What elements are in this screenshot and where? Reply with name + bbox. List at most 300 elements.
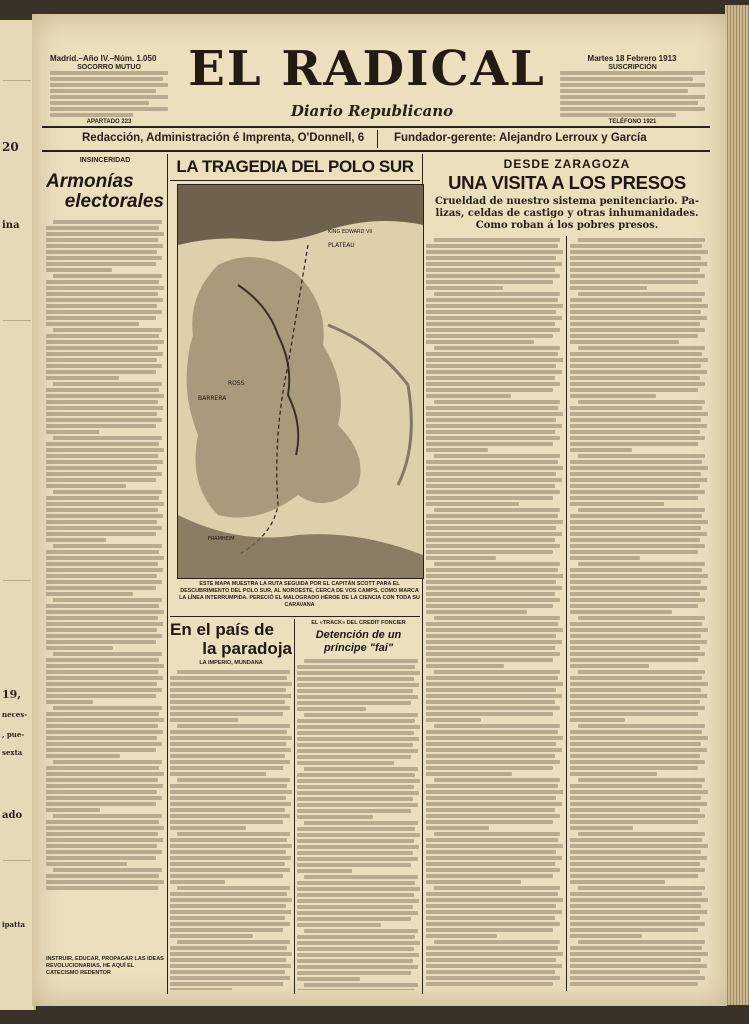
text-line	[570, 856, 707, 860]
paradoja-byline: LA IMPERIO, MUNDANA	[199, 660, 263, 666]
text-line	[46, 778, 158, 782]
text-line	[426, 250, 563, 254]
text-line	[570, 526, 701, 530]
text-line	[570, 358, 708, 362]
text-line	[53, 382, 162, 386]
text-line	[46, 766, 159, 770]
text-line	[46, 628, 157, 632]
text-line	[46, 742, 162, 746]
text-line	[170, 706, 290, 710]
text-line	[570, 430, 700, 434]
paradoja-headline: En el país de	[170, 620, 274, 639]
text-line	[297, 749, 418, 753]
text-line	[46, 304, 157, 308]
text-line	[570, 844, 708, 848]
text-line	[53, 868, 162, 872]
text-line	[426, 976, 560, 980]
text-line	[170, 772, 266, 776]
text-line	[570, 868, 705, 872]
text-line	[53, 544, 162, 548]
text-line	[170, 742, 286, 746]
paradoja-body	[170, 670, 292, 990]
text-line	[426, 358, 563, 362]
text-line	[434, 670, 560, 674]
newspaper-page	[32, 14, 727, 1006]
text-line	[170, 688, 286, 692]
text-line	[570, 586, 707, 590]
text-line	[46, 232, 164, 236]
text-line	[570, 634, 701, 638]
armonias-headline-2: electorales	[64, 191, 164, 212]
text-line	[46, 340, 164, 344]
text-line	[297, 899, 419, 903]
text-line	[46, 694, 156, 698]
text-line	[46, 838, 163, 842]
text-line	[578, 616, 705, 620]
text-line	[170, 814, 290, 818]
margin-rule	[3, 80, 31, 81]
text-line	[426, 598, 560, 602]
text-line	[578, 562, 705, 566]
text-line	[297, 971, 411, 975]
text-line	[46, 856, 156, 860]
text-line	[46, 730, 163, 734]
text-line	[170, 982, 283, 986]
presos-column-right	[570, 238, 708, 990]
text-line	[297, 893, 414, 897]
armonias-headline: Armonías	[46, 171, 134, 192]
text-line	[297, 689, 413, 693]
text-line	[170, 904, 286, 908]
text-line	[297, 977, 360, 981]
text-line	[570, 472, 701, 476]
text-line	[170, 988, 232, 990]
text-line	[570, 604, 698, 608]
text-line	[426, 568, 558, 572]
text-line	[578, 940, 705, 944]
text-line	[170, 910, 291, 914]
text-line	[426, 952, 563, 956]
text-line	[46, 424, 156, 428]
text-line	[297, 863, 411, 867]
text-line	[170, 682, 292, 686]
text-line	[570, 352, 702, 356]
text-line	[570, 262, 707, 266]
text-line	[570, 916, 700, 920]
text-line	[297, 671, 420, 675]
text-line	[570, 784, 702, 788]
text-line	[426, 274, 560, 278]
text-line	[426, 460, 558, 464]
text-line	[46, 676, 163, 680]
masthead: EL RADICAL	[188, 41, 546, 97]
column-paradoja	[170, 620, 292, 990]
text-line	[46, 358, 157, 362]
text-line	[297, 989, 415, 990]
text-line	[434, 508, 560, 512]
text-line	[297, 833, 420, 837]
text-line	[46, 886, 158, 890]
text-line	[170, 736, 292, 740]
text-line	[570, 964, 707, 968]
text-line	[426, 850, 556, 854]
text-line	[46, 682, 157, 686]
text-line	[46, 658, 159, 662]
text-line	[426, 574, 563, 578]
header-rule	[42, 150, 710, 152]
text-line	[170, 760, 290, 764]
text-line	[297, 917, 411, 921]
text-line	[46, 724, 158, 728]
text-line	[46, 496, 159, 500]
armonias-footer-motto: INSTRUIR, EDUCAR, PROPAGAR LAS IDEAS REVOLUCIONARIAS, HE AQUÍ EL CATECISMO REDENTOR	[46, 956, 164, 976]
text-line	[46, 622, 163, 626]
text-line	[426, 760, 560, 764]
text-line	[170, 880, 225, 884]
text-line	[46, 592, 133, 596]
map-drawing	[178, 185, 423, 578]
text-line	[570, 796, 701, 800]
text-line	[46, 292, 158, 296]
text-line	[46, 664, 164, 668]
presos-subhead-line: Crueldad de nuestro sistema penitenciario. Pa-	[434, 196, 700, 207]
text-line	[570, 502, 664, 506]
text-line	[426, 814, 560, 818]
text-line	[570, 802, 707, 806]
text-line	[46, 238, 158, 242]
text-line	[170, 808, 285, 812]
text-line	[304, 875, 417, 879]
text-line	[570, 598, 705, 602]
text-line	[53, 328, 162, 332]
armonias-kicker: INSINCERIDAD	[79, 157, 131, 164]
text-line	[570, 814, 705, 818]
text-line	[46, 802, 156, 806]
text-line	[426, 418, 556, 422]
text-line	[570, 580, 701, 584]
text-line	[177, 940, 289, 944]
text-line	[46, 688, 162, 692]
text-line	[46, 874, 159, 878]
text-line	[46, 826, 164, 830]
text-line	[426, 544, 560, 548]
text-line	[426, 898, 563, 902]
text-line	[170, 952, 292, 956]
text-line	[426, 676, 558, 680]
text-line	[170, 856, 291, 860]
text-line	[570, 448, 632, 452]
text-line	[53, 490, 162, 494]
text-line	[570, 370, 707, 374]
text-line	[570, 700, 700, 704]
text-line	[426, 622, 558, 626]
presos-column-left	[426, 238, 563, 990]
text-line	[570, 340, 679, 344]
text-line	[170, 934, 253, 938]
text-line	[570, 592, 700, 596]
text-line	[434, 940, 560, 944]
text-line	[46, 262, 156, 266]
margin-fragment: ina	[2, 220, 20, 231]
text-line	[570, 466, 708, 470]
text-line	[46, 586, 156, 590]
text-line	[297, 923, 381, 927]
text-line	[570, 874, 698, 878]
text-line	[570, 328, 705, 332]
section-rule	[170, 616, 420, 617]
text-line	[570, 688, 701, 692]
text-line	[570, 532, 707, 536]
text-line	[46, 430, 99, 434]
text-line	[570, 568, 702, 572]
text-line	[570, 712, 698, 716]
text-line	[46, 280, 159, 284]
text-line	[570, 958, 701, 962]
margin-rule	[3, 580, 31, 581]
text-line	[46, 370, 156, 374]
text-line	[53, 652, 162, 656]
text-line	[570, 910, 707, 914]
text-line	[46, 832, 158, 836]
text-line	[426, 856, 562, 860]
text-line	[426, 256, 556, 260]
text-line	[426, 844, 563, 848]
text-line	[46, 604, 159, 608]
text-line	[170, 898, 292, 902]
text-line	[570, 706, 705, 710]
text-line	[426, 280, 553, 284]
text-line	[426, 352, 558, 356]
text-line	[578, 886, 705, 890]
column-principe	[297, 620, 420, 990]
text-line	[53, 814, 162, 818]
text-line	[46, 310, 162, 314]
text-line	[46, 394, 164, 398]
text-line	[426, 634, 556, 638]
text-line	[570, 514, 702, 518]
text-line	[297, 953, 419, 957]
paradoja-headline-2: la paradoja	[202, 639, 292, 658]
text-line	[46, 406, 163, 410]
column-rule	[167, 154, 168, 994]
text-line	[570, 574, 708, 578]
text-line	[297, 935, 415, 939]
text-line	[434, 616, 560, 620]
text-line	[46, 748, 156, 752]
text-line	[46, 850, 162, 854]
text-line	[426, 838, 558, 842]
header-divider	[377, 130, 378, 148]
text-line	[177, 670, 289, 674]
text-line	[570, 682, 708, 686]
column-rule	[294, 619, 295, 994]
margin-fragment: ipatta	[2, 920, 26, 929]
text-line	[426, 490, 560, 494]
text-line	[297, 755, 411, 759]
text-line	[570, 922, 705, 926]
text-line	[170, 754, 285, 758]
text-line	[570, 520, 708, 524]
text-line	[297, 851, 413, 855]
text-line	[46, 538, 106, 542]
text-line	[570, 982, 698, 986]
socorro-mutuo-box	[50, 64, 168, 125]
text-line	[570, 496, 698, 500]
text-line	[170, 838, 287, 842]
text-line	[426, 298, 558, 302]
text-line	[570, 748, 707, 752]
text-line	[297, 683, 419, 687]
text-line	[434, 346, 560, 350]
text-line	[570, 304, 708, 308]
text-line	[426, 694, 562, 698]
text-line	[570, 394, 656, 398]
text-line	[46, 796, 162, 800]
antarctic-route-map	[177, 184, 424, 579]
text-line	[170, 922, 290, 926]
text-line	[53, 760, 162, 764]
text-line	[297, 707, 366, 711]
text-line	[426, 466, 563, 470]
text-line	[570, 460, 702, 464]
text-line	[570, 388, 698, 392]
text-line	[46, 250, 157, 254]
text-line	[46, 442, 159, 446]
text-line	[297, 773, 415, 777]
margin-fragment: 20	[2, 140, 19, 154]
text-line	[46, 256, 162, 260]
text-line	[426, 430, 555, 434]
text-line	[426, 370, 562, 374]
text-line	[46, 226, 159, 230]
text-line	[426, 802, 562, 806]
text-line	[297, 809, 411, 813]
text-line	[177, 724, 289, 728]
text-line	[46, 634, 162, 638]
map-caption: ESTE MAPA MUESTRA LA RUTA SEGUIDA POR EL CAPITÁN SCOTT PARA EL DESCUBRIMIENTO DEL POLO SUR, AL NOROESTE, CERCA DE VOS CAMPS, COMO MARCA LA LÍNEA INTERRUMPIDA. PERECIÓ EL MALOGRADO HÉROE DE LA CIENCIA CON TODA SU CARAVANA	[179, 581, 420, 608]
text-line	[170, 796, 286, 800]
text-line	[570, 544, 705, 548]
armonias-body	[46, 220, 164, 890]
text-line	[46, 418, 162, 422]
text-line	[426, 424, 562, 428]
text-line	[570, 880, 665, 884]
text-line	[177, 886, 289, 890]
text-line	[426, 922, 560, 926]
text-line	[426, 982, 553, 986]
text-line	[426, 874, 553, 878]
text-line	[570, 478, 707, 482]
text-line	[170, 946, 287, 950]
text-line	[570, 772, 657, 776]
text-line	[46, 364, 162, 368]
text-line	[170, 694, 291, 698]
text-line	[570, 928, 698, 932]
text-line	[46, 808, 100, 812]
map-label-king-edward: KING EDWARD VII	[328, 229, 373, 235]
margin-fragment: sexta	[2, 748, 23, 757]
text-line	[570, 952, 708, 956]
text-line	[170, 976, 290, 980]
text-line	[46, 352, 163, 356]
text-line	[434, 400, 560, 404]
text-line	[570, 424, 707, 428]
text-line	[570, 538, 700, 542]
text-line	[46, 700, 93, 704]
text-line	[46, 412, 157, 416]
text-line	[570, 286, 647, 290]
text-line	[46, 880, 164, 884]
text-line	[426, 604, 553, 608]
presos-subhead	[426, 196, 708, 232]
text-line	[426, 502, 519, 506]
text-line	[170, 700, 285, 704]
socorro-apartado: APARTADO 223	[86, 119, 132, 125]
text-line	[426, 316, 562, 320]
text-line	[426, 916, 555, 920]
text-line	[46, 616, 158, 620]
text-line	[434, 238, 560, 242]
text-line	[46, 556, 164, 560]
margin-rule	[3, 860, 31, 861]
text-line	[170, 718, 238, 722]
text-line	[426, 484, 555, 488]
text-line	[570, 334, 698, 338]
issue-date: Martes 18 Febrero 1913	[587, 54, 677, 63]
text-line	[297, 965, 418, 969]
text-line	[426, 790, 563, 794]
text-line	[177, 778, 289, 782]
text-line	[570, 550, 698, 554]
text-line	[46, 454, 158, 458]
text-line	[426, 730, 558, 734]
text-line	[570, 892, 702, 896]
text-line	[570, 946, 702, 950]
text-line	[46, 772, 164, 776]
text-line	[426, 820, 553, 824]
text-line	[578, 724, 705, 728]
text-line	[297, 839, 414, 843]
text-line	[570, 718, 625, 722]
text-line	[46, 784, 163, 788]
text-line	[297, 941, 420, 945]
text-line	[46, 790, 157, 794]
text-line	[426, 958, 556, 962]
text-line	[426, 610, 527, 614]
text-line	[46, 526, 162, 530]
text-line	[570, 850, 701, 854]
text-line	[46, 514, 163, 518]
text-line	[297, 737, 419, 741]
text-line	[170, 850, 286, 854]
text-line	[426, 334, 553, 338]
text-line	[297, 695, 418, 699]
text-line	[297, 905, 413, 909]
text-line	[170, 928, 283, 932]
text-line	[46, 532, 156, 536]
text-line	[46, 718, 164, 722]
text-line	[570, 664, 649, 668]
text-line	[570, 274, 705, 278]
text-line	[53, 706, 162, 710]
text-line	[426, 892, 558, 896]
text-line	[426, 586, 562, 590]
text-line	[570, 760, 705, 764]
text-line	[426, 706, 560, 710]
text-line	[434, 292, 560, 296]
text-line	[426, 496, 553, 500]
text-line	[434, 778, 560, 782]
